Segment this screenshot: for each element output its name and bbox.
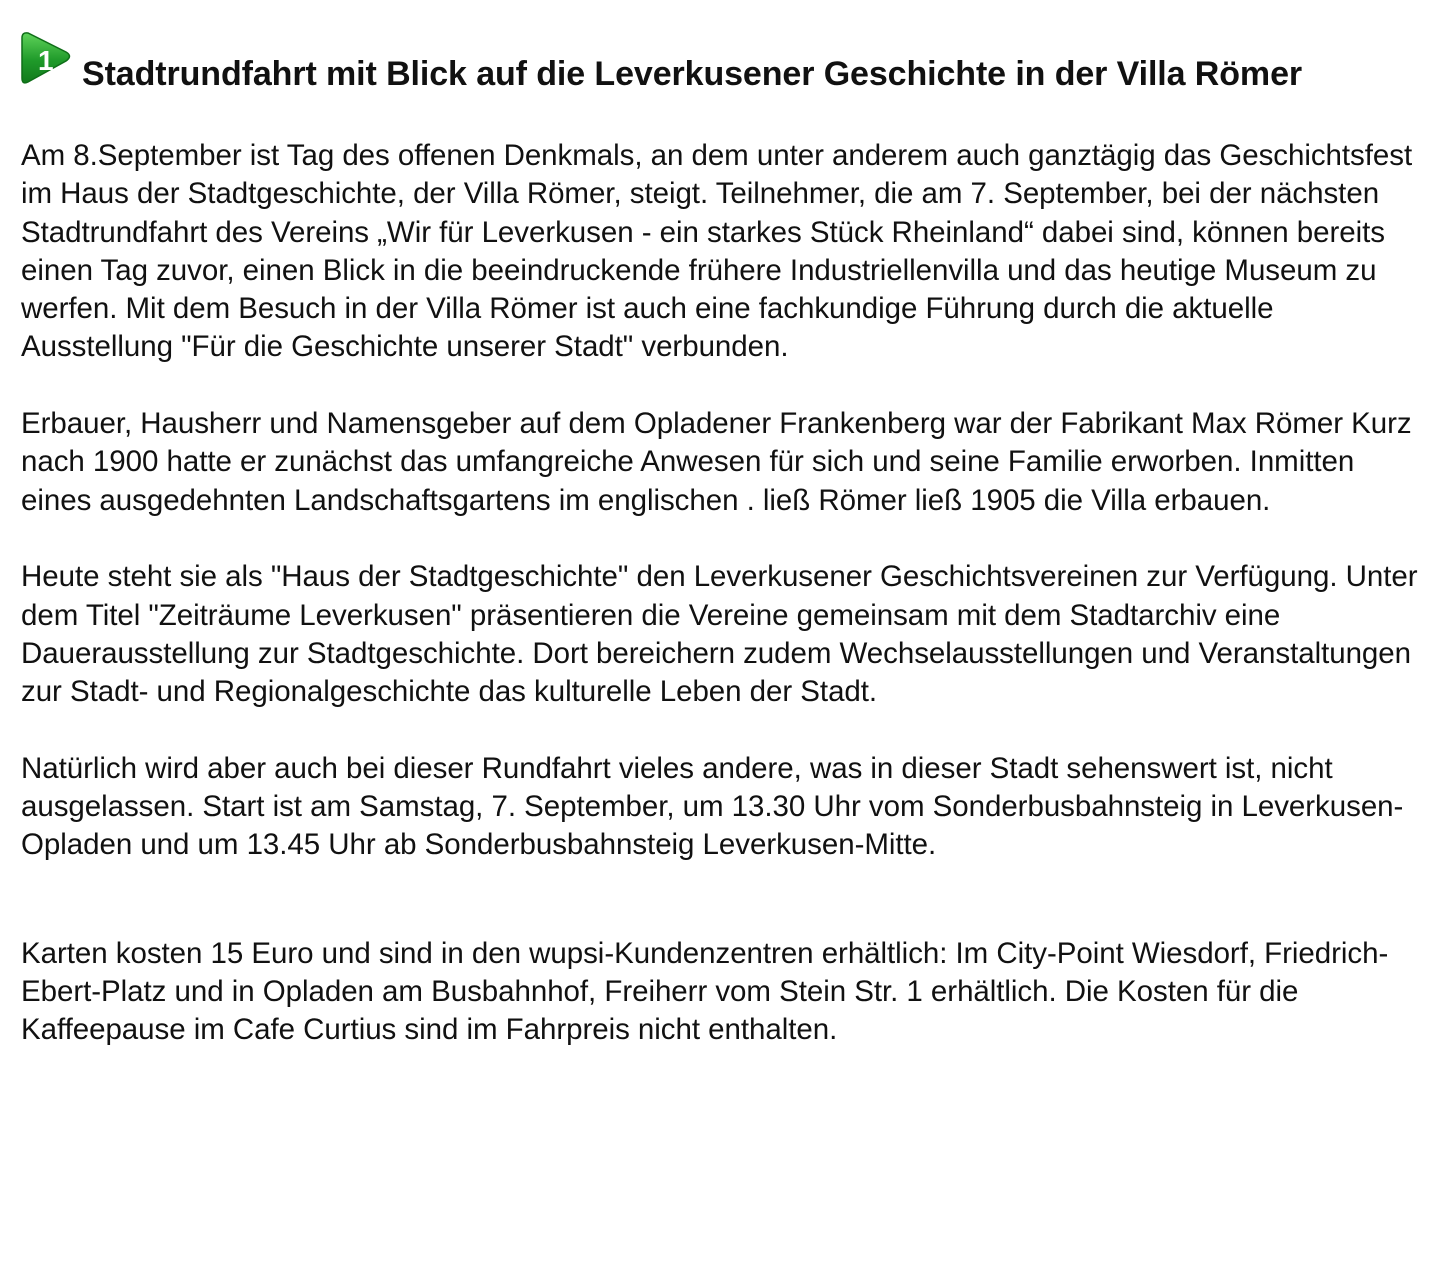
article-header <box>18 30 1303 93</box>
article-title: Stadtrundfahrt mit Blick auf die Leverkusener Geschichte in der Villa Römer <box>82 55 1303 93</box>
badge-number: 1 <box>38 45 54 76</box>
paragraph-rundfahrt-start: Natürlich wird aber auch bei dieser Rundfahrt vieles andere, was in dieser Stadt sehenswert ist, nicht ausgelassen. Start ist am Samstag, 7. September, um 13.30 Uhr vom Sonderbusbahnsteig in Leverkusen-Opladen und um 13.45 Uhr ab Sonderbusbahnsteig Leverkusen-Mitte. <box>21 751 1404 862</box>
paragraph-haus-der-stadtgeschichte: Heute steht sie als "Haus der Stadtgeschichte" den Leverkusener Geschichtsvereinen zur Verfügung. Unter dem Titel "Zeiträume Leverkusen" präsentieren die Vereine gemeinsam mit dem Stadtarchiv eine Dauerausstellung zur Stadtgeschichte. Dort bereichern zudem Wechselausstellungen und Veranstaltungen zur Stadt- und Regionalgeschichte das kulturelle Leben der Stadt. <box>21 560 1418 709</box>
paragraph-karten: Karten kosten 15 Euro und sind in den wupsi-Kundenzentren erhältlich: Im City-Point Wiesdorf, Friedrich-Ebert-Platz und in Opladen am Busbahnhof, Freiherr vom Stein Str. 1 erhältlich. Die Kosten für die Kaffeepause im Cafe Curtius sind im Fahrpreis nicht enthalten. <box>21 936 1389 1047</box>
paragraph-erbauer: Erbauer, Hausherr und Namensgeber auf dem Opladener Frankenberg war der Fabrikant Max Römer Kurz nach 1900 hatte er zunächst das umfangreiche Anwesen für sich und seine Familie erworben. Inmitten eines ausgedehnten Landschaftsgartens im englischen . ließ Römer ließ 1905 die Villa erbauen. <box>21 407 1412 517</box>
number-badge-icon <box>18 30 74 90</box>
article-body <box>21 137 1426 1050</box>
paragraph-tag-des-offenen-denkmals: Am 8.September ist Tag des offenen Denkmals, an dem unter anderem auch ganztägig das Geschichtsfest im Haus der Stadtgeschichte, der Villa Römer, steigt. Teilnehmer, die am 7. September, bei der nächsten Stadtrundfahrt des Vereins „Wir für Leverkusen - ein starkes Stück Rheinland“ dabei sind, können bereits einen Tag zuvor, einen Blick in die beeindruckende frühere Industriellenvilla und das heutige Museum zu werfen. Mit dem Besuch in der Villa Römer ist auch eine fachkundige Führung durch die aktuelle Ausstellung "Für die Geschichte unserer Stadt" verbunden. <box>21 139 1413 364</box>
